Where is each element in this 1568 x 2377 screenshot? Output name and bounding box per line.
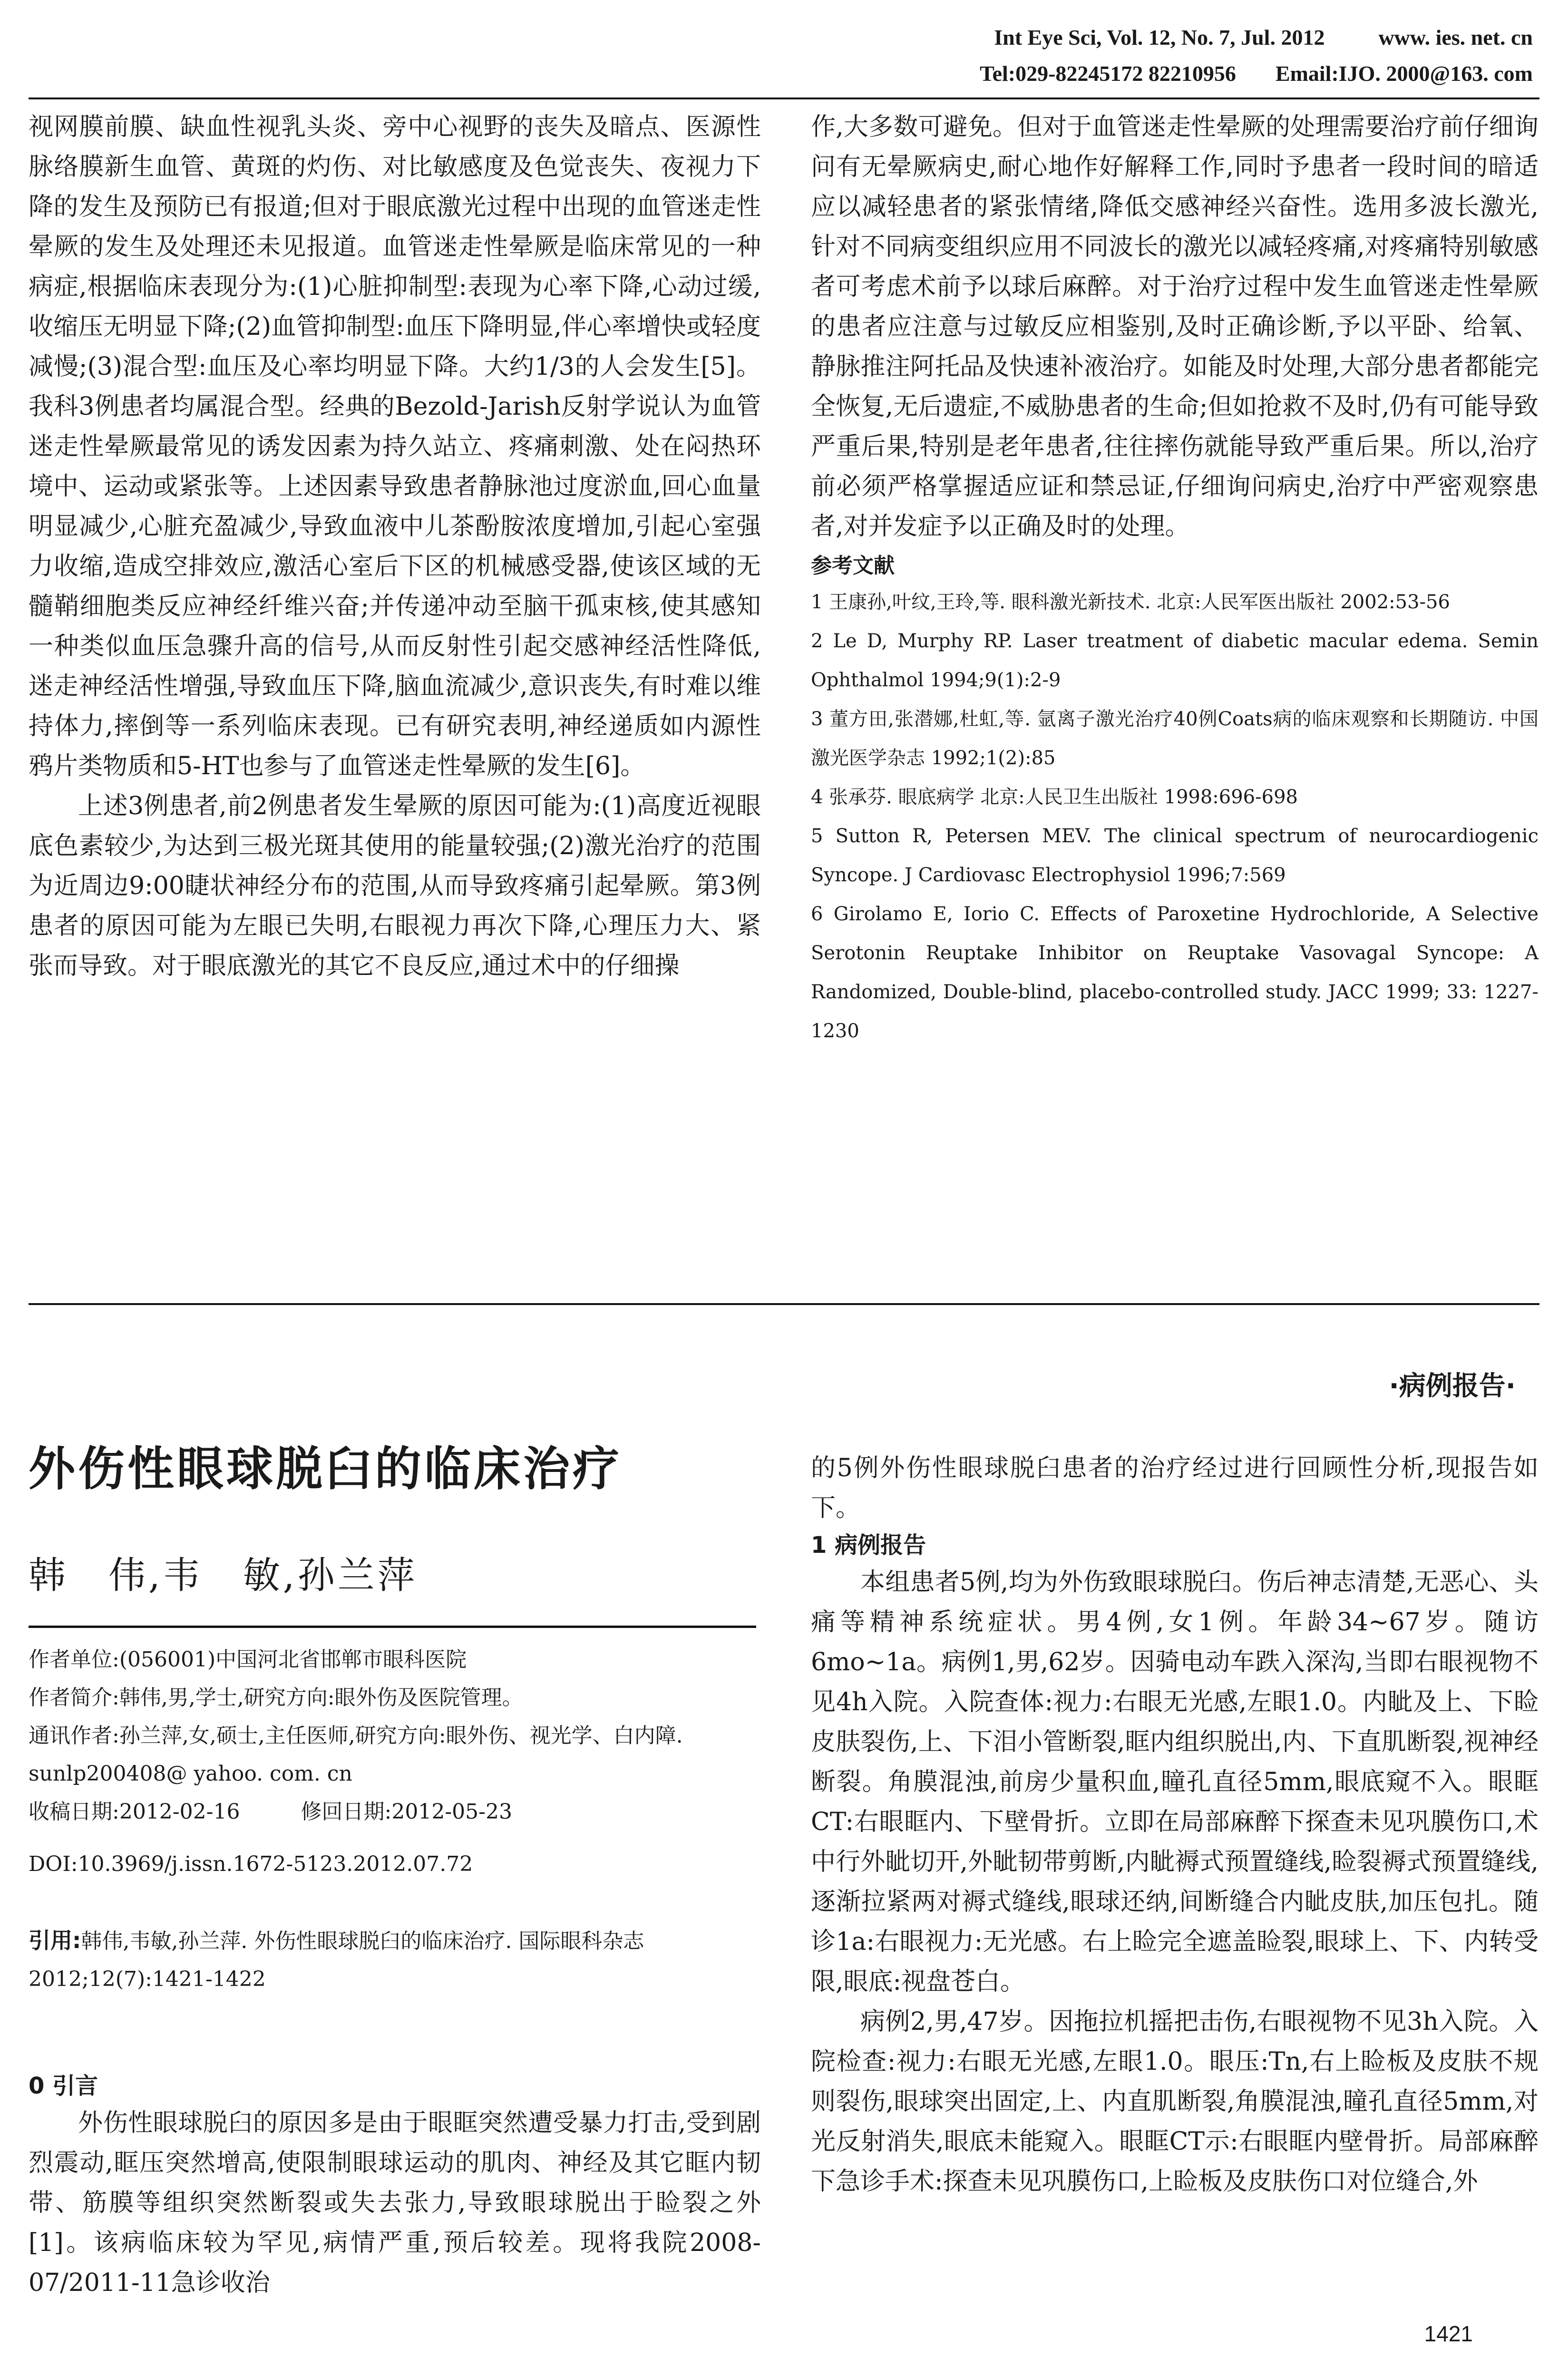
article-doi: DOI:10.3969/j.issn.1672-5123.2012.07.72 xyxy=(29,1852,473,1876)
prev-left-paragraph-1: 视网膜前膜、缺血性视乳头炎、旁中心视野的丧失及暗点、医源性脉络膜新生血管、黄斑的灼伤、对比敏感度及色觉丧失、夜视力下降的发生及预防已有报道;但对于眼底激光过程中出现的血管迷走性晕厥的发生及处理还未见报道。血管迷走性晕厥是临床常见的一种病症,根据临床表现分为:(1)心脏抑制型:表现为心率下降,心动过缓,收缩压无明显下降;(2)血管抑制型:血压下降明显,伴心率增快或轻度减慢;(3)混合型:血压及心率均明显下降。大约1/3的人会发生[5]。我科3例患者均属混合型。经典的Bezold-Jarish反射学说认为血管迷走性晕厥最常见的诱发因素为持久站立、疼痛刺激、处在闷热环境中、运动或紧张等。上述因素导致患者静脉池过度淤血,回心血量明显减少,心脏充盈减少,导致血液中儿茶酚胺浓度增加,引起心室强力收缩,造成空排效应,激活心室后下区的机械感受器,使该区域的无髓鞘细胞类反应神经纤维兴奋;并传递冲动至脑干孤束核,使其感知一种类似血压急骤升高的信号,从而反射性引起交感神经活性降低,迷走神经活性增强,导致血压下降,脑血流减少,意识丧失,有时难以维持体力,摔倒等一系列临床表现。已有研究表明,神经递质如内源性鸦片类物质和5-HT也参与了血管迷走性晕厥的发生[6]。 xyxy=(29,113,761,780)
intro-paragraph: 外伤性眼球脱臼的原因多是由于眼眶突然遭受暴力打击,受到剧烈震动,眶压突然增高,使限制眼球运动的肌肉、神经及其它眶内韧带、筋膜等组织突然断裂或失去张力,导致眼球脱出于睑裂之外[1]。该病临床较为罕见,病情严重,预后较差。现将我院2008-07/2011-11急诊收治 xyxy=(29,2109,761,2297)
reference-item: 1 王康孙,叶纹,王玲,等. 眼科激光新技术. 北京:人民军医出版社 2002:53-56 xyxy=(811,591,1450,613)
author-affiliation: 作者单位:(056001)中国河北省邯郸市眼科医院 xyxy=(29,1647,467,1672)
reference-item: 2 Le D, Murphy RP. Laser treatment of diabetic macular edema. Semin Ophthalmol 1994;9(1):2-9 xyxy=(811,630,1539,691)
citation-block xyxy=(29,1921,756,1998)
case-paragraph-1: 本组患者5例,均为外伤致眼球脱臼。伤后神志清楚,无恶心、头痛等精神系统症状。男4例,女1例。年龄34~67岁。随访6mo~1a。病例1,男,62岁。因骑电动车跌入深沟,当即右眼视物不见4h入院。入院查体:视力:右眼无光感,左眼1.0。内眦及上、下睑皮肤裂伤,上、下泪小管断裂,眶内组织脱出,内、下直肌断裂,视神经断裂。角膜混浊,前房少量积血,瞳孔直径5mm,眼底窥不入。眼眶CT:右眼眶内、下壁骨折。立即在局部麻醉下探查未见巩膜伤口,术中行外眦切开,外眦韧带剪断,内眦褥式预置缝线,睑裂褥式预置缝线,逐渐拉紧两对褥式缝线,眼球还纳,间断缝合内眦皮肤,加压包扎。随诊1a:右眼视力:无光感。右上睑完全遮盖睑裂,眼球上、下、内转受限,眼底:视盘苍白。 xyxy=(811,1568,1539,1996)
revised-date: 修回日期:2012-05-23 xyxy=(301,1800,513,1824)
reference-item: 4 张承芬. 眼底病学 北京:人民卫生出版社 1998:696-698 xyxy=(811,786,1298,808)
intro-section xyxy=(29,2069,761,2303)
corresponding-author: 通讯作者:孙兰萍,女,硕士,主任医师,研究方向:眼外伤、视光学、白内障. sunlp200408@ yahoo. com. cn xyxy=(29,1724,683,1786)
prev-left-paragraph-2: 上述3例患者,前2例患者发生晕厥的原因可能为:(1)高度近视眼底色素较少,为达到三极光斑其使用的能量较强;(2)激光治疗的范围为近周边9:00睫状神经分布的范围,从而导致疼痛引起晕厥。第3例患者的原因可能为左眼已失明,右眼视力再次下降,心理压力大、紧张而导致。对于眼底激光的其它不良反应,通过术中的仔细操 xyxy=(29,792,761,980)
intro-continuation: 的5例外伤性眼球脱臼患者的治疗经过进行回顾性分析,现报告如下。 xyxy=(811,1454,1539,1522)
author-rule xyxy=(29,1626,756,1628)
author-meta xyxy=(29,1641,756,1831)
case-report-heading: 1 病例报告 xyxy=(811,1532,926,1559)
article-authors: 韩 伟,韦 敏,孙兰萍 xyxy=(29,1554,418,1597)
running-header-contact xyxy=(980,61,1533,86)
prev-article-left-column xyxy=(29,107,761,986)
page-number: 1421 xyxy=(1424,2321,1473,2346)
journal-website: www. ies. net. cn xyxy=(1378,25,1533,49)
journal-email: Email:IJO. 2000@163. com xyxy=(1275,61,1533,86)
prev-right-paragraph-1: 作,大多数可避免。但对于血管迷走性晕厥的处理需要治疗前仔细询问有无晕厥病史,耐心地作好解释工作,同时予患者一段时间的暗适应以减轻患者的紧张情绪,降低交感神经兴奋性。选用多波长激光,针对不同病变组织应用不同波长的激光以减轻疼痛,对疼痛特别敏感者可考虑术前予以球后麻醉。对于治疗过程中发生血管迷走性晕厥的患者应注意与过敏反应相鉴别,及时正确诊断,予以平卧、给氧、静脉推注阿托品及快速补液治疗。如能及时处理,大部分患者都能完全恢复,无后遗症,不威胁患者的生命;但如抢救不及时,仍有可能导致严重后果,特别是老年患者,往往摔伤就能导致严重后果。所以,治疗前必须严格掌握适应证和禁忌证,仔细询问病史,治疗中严密观察患者,对并发症予以正确及时的处理。 xyxy=(811,113,1539,541)
journal-tel: Tel:029-82245172 82210956 xyxy=(980,61,1236,86)
article-right-column xyxy=(811,1448,1539,2202)
running-header-journal xyxy=(994,25,1533,50)
reference-item: 5 Sutton R, Petersen MEV. The clinical spectrum of neurocardiogenic Syncope. J Cardiovasc Electrophysiol 1996;7:569 xyxy=(811,825,1539,886)
author-profile: 作者简介:韩伟,男,学士,研究方向:眼外伤及医院管理。 xyxy=(29,1685,523,1710)
article-separator-rule xyxy=(29,1303,1539,1305)
article-title: 外伤性眼球脱臼的临床治疗 xyxy=(29,1442,623,1496)
reference-item: 3 董方田,张潜娜,杜虹,等. 氩离子激光治疗40例Coats病的临床观察和长期随访. 中国激光医学杂志 1992;1(2):85 xyxy=(811,708,1539,769)
citation-text: 韩伟,韦敏,孙兰萍. 外伤性眼球脱臼的临床治疗. 国际眼科杂志 2012;12(7):1421-1422 xyxy=(29,1929,644,1991)
header-rule xyxy=(29,97,1539,99)
citation-label: 引用: xyxy=(29,1928,81,1953)
received-date: 收稿日期:2012-02-16 xyxy=(29,1800,240,1824)
case-paragraph-2: 病例2,男,47岁。因拖拉机摇把击伤,右眼视物不见3h入院。入院检查:视力:右眼无光感,左眼1.0。眼压:Tn,右上睑板及皮肤不规则裂伤,眼球突出固定,上、内直肌断裂,角膜混浊,瞳孔直径5mm,对光反射消失,眼底未能窥入。眼眶CT示:右眼眶内壁骨折。局部麻醉下急诊手术:探查未见巩膜伤口,上睑板及皮肤伤口对位缝合,外 xyxy=(811,2007,1539,2196)
references-heading: 参考文献 xyxy=(811,554,895,578)
intro-heading: 0 引言 xyxy=(29,2073,98,2099)
section-label: ·病例报告· xyxy=(1389,1371,1516,1402)
article-dates xyxy=(29,1793,756,1831)
journal-info: Int Eye Sci, Vol. 12, No. 7, Jul. 2012 xyxy=(994,25,1325,49)
reference-item: 6 Girolamo E, Iorio C. Effects of Paroxetine Hydrochloride, A Selective Serotonin Reuptake Inhibitor on Reuptake Vasovagal Syncope: A Randomized, Double-blind, placebo-controlled study. JACC 1999; 33: 1227-1230 xyxy=(811,903,1539,1042)
prev-article-right-column xyxy=(811,107,1539,1051)
